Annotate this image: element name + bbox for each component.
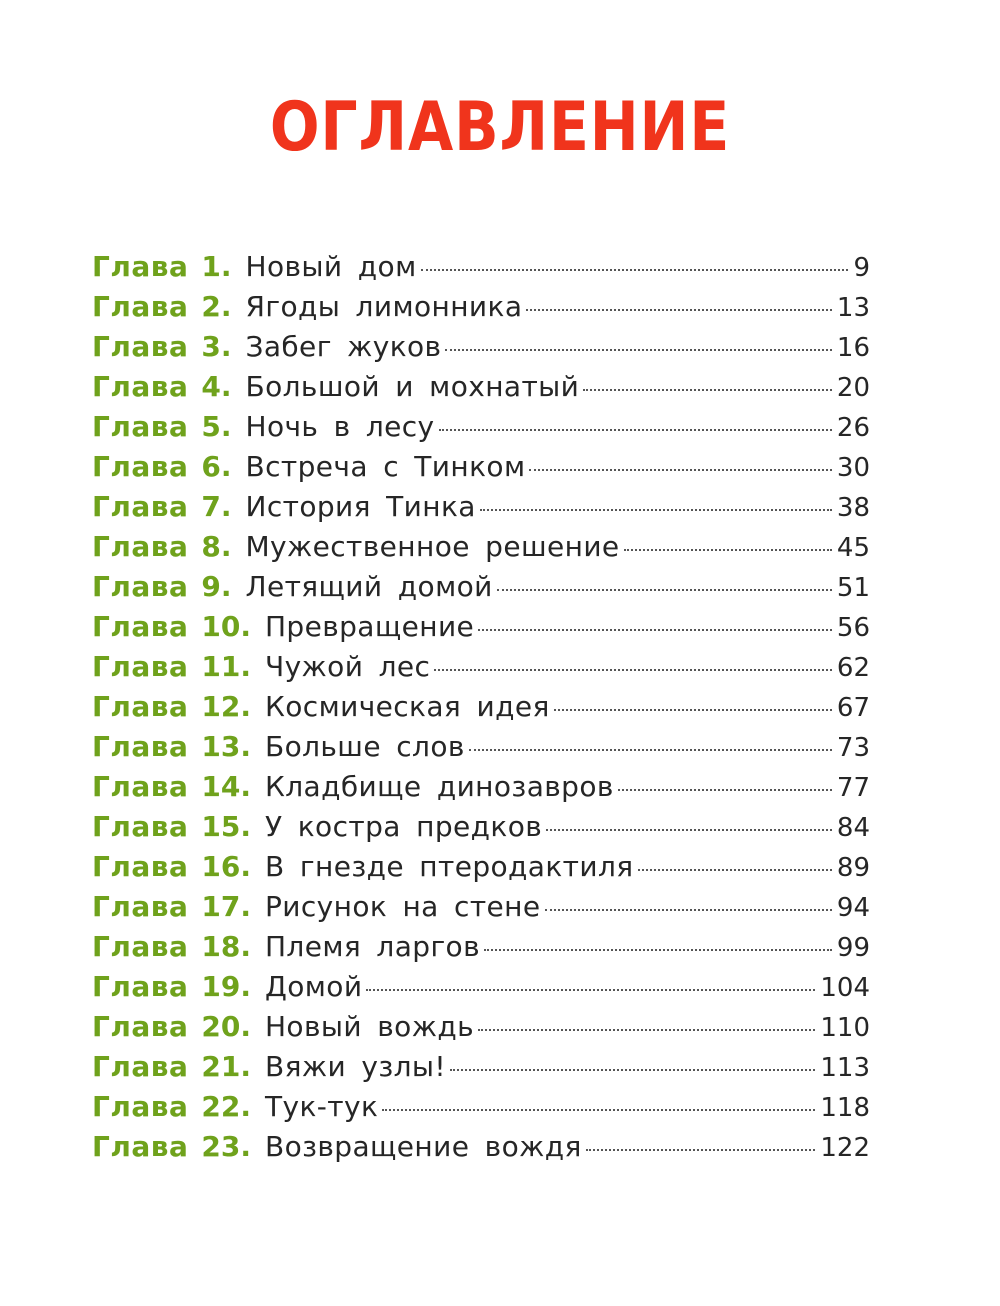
chapter-title: Рисунок на стене — [264, 890, 541, 923]
chapter-label — [92, 567, 231, 607]
chapter-label — [92, 487, 231, 527]
chapter-label — [92, 967, 251, 1007]
toc-row[interactable] — [92, 407, 870, 447]
page-number: 45 — [836, 533, 870, 563]
toc-row[interactable] — [92, 647, 870, 687]
toc-row[interactable] — [92, 1007, 870, 1047]
dot-leader — [469, 749, 832, 751]
chapter-word: Глава — [92, 370, 189, 403]
page-number: 113 — [820, 1053, 870, 1083]
toc-row[interactable] — [92, 1087, 870, 1127]
chapter-word: Глава — [92, 530, 189, 563]
toc-row[interactable] — [92, 1127, 870, 1167]
chapter-title: В гнезде птеродактиля — [264, 850, 634, 883]
toc-row[interactable] — [92, 607, 870, 647]
chapter-number: 9. — [201, 570, 232, 603]
chapter-number: 16. — [201, 850, 251, 883]
page-number: 110 — [820, 1013, 870, 1043]
toc-row[interactable] — [92, 727, 870, 767]
chapter-word: Глава — [92, 250, 189, 283]
dot-leader — [439, 429, 832, 431]
chapter-title: У костра предков — [264, 810, 543, 843]
toc-row[interactable] — [92, 527, 870, 567]
dot-leader — [366, 989, 815, 991]
toc-row[interactable] — [92, 1047, 870, 1087]
chapter-title: История Тинка — [245, 490, 476, 523]
dot-leader — [484, 949, 832, 951]
chapter-word: Глава — [92, 930, 189, 963]
chapter-word: Глава — [92, 410, 189, 443]
chapter-label — [92, 847, 251, 887]
chapter-title: Космическая идея — [264, 690, 550, 723]
chapter-title: Летящий домой — [245, 570, 493, 603]
dot-leader — [434, 669, 832, 671]
chapter-title: Забег жуков — [245, 330, 442, 363]
page-number: 84 — [836, 813, 870, 843]
toc-row[interactable] — [92, 327, 870, 367]
chapter-number: 20. — [201, 1010, 251, 1043]
page-number: 94 — [836, 893, 870, 923]
chapter-number: 8. — [201, 530, 232, 563]
dot-leader — [546, 829, 832, 831]
page-number: 67 — [836, 693, 870, 723]
toc-row[interactable] — [92, 567, 870, 607]
chapter-title: Чужой лес — [264, 650, 431, 683]
chapter-number: 6. — [201, 450, 232, 483]
chapter-number: 10. — [201, 610, 251, 643]
page-number: 30 — [836, 453, 870, 483]
chapter-label — [92, 607, 251, 647]
chapter-label — [92, 887, 251, 927]
chapter-number: 17. — [201, 890, 251, 923]
page-number: 122 — [820, 1133, 870, 1163]
chapter-label — [92, 1007, 251, 1047]
page-number: 13 — [836, 293, 870, 323]
page-number: 118 — [820, 1093, 870, 1123]
chapter-number: 11. — [201, 650, 251, 683]
toc-row[interactable] — [92, 807, 870, 847]
chapter-label — [92, 447, 231, 487]
page-number: 9 — [853, 253, 870, 283]
dot-leader — [618, 789, 832, 791]
page-number: 99 — [836, 933, 870, 963]
chapter-word: Глава — [92, 810, 189, 843]
toc-row[interactable] — [92, 447, 870, 487]
chapter-title: Превращение — [264, 610, 475, 643]
chapter-number: 3. — [201, 330, 232, 363]
page-title: ОГЛАВЛЕНИЕ — [269, 88, 731, 167]
dot-leader — [421, 269, 849, 271]
chapter-number: 5. — [201, 410, 232, 443]
page-number: 26 — [836, 413, 870, 443]
dot-leader — [480, 509, 832, 511]
chapter-word: Глава — [92, 650, 189, 683]
chapter-word: Глава — [92, 490, 189, 523]
chapter-label — [92, 1127, 251, 1167]
dot-leader — [545, 909, 832, 911]
chapter-label — [92, 1087, 251, 1127]
chapter-word: Глава — [92, 290, 189, 323]
chapter-word: Глава — [92, 1010, 189, 1043]
dot-leader — [478, 1029, 815, 1031]
page-number: 51 — [836, 573, 870, 603]
chapter-title: Встреча с Тинком — [245, 450, 526, 483]
chapter-number: 13. — [201, 730, 251, 763]
page-number: 20 — [836, 373, 870, 403]
dot-leader — [529, 469, 831, 471]
chapter-word: Глава — [92, 570, 189, 603]
chapter-title: Мужественное решение — [245, 530, 620, 563]
chapter-label — [92, 1047, 251, 1087]
chapter-title: Новый вождь — [264, 1010, 474, 1043]
dot-leader — [583, 389, 832, 391]
chapter-title: Домой — [264, 970, 363, 1003]
toc-row[interactable] — [92, 847, 870, 887]
chapter-label — [92, 927, 251, 967]
chapter-title: Вяжи узлы! — [264, 1050, 447, 1083]
dot-leader — [624, 549, 832, 551]
dot-leader — [478, 629, 832, 631]
chapter-label — [92, 407, 231, 447]
chapter-word: Глава — [92, 890, 189, 923]
toc-row[interactable] — [92, 927, 870, 967]
page-number: 16 — [836, 333, 870, 363]
chapter-number: 7. — [201, 490, 232, 523]
dot-leader — [638, 869, 832, 871]
chapter-title: Ночь в лесу — [245, 410, 435, 443]
dot-leader — [497, 589, 832, 591]
chapter-word: Глава — [92, 770, 189, 803]
chapter-word: Глава — [92, 730, 189, 763]
chapter-label — [92, 687, 251, 727]
dot-leader — [450, 1069, 815, 1071]
chapter-word: Глава — [92, 610, 189, 643]
page-number: 62 — [836, 653, 870, 683]
chapter-number: 21. — [201, 1050, 251, 1083]
table-of-contents — [92, 247, 870, 1167]
dot-leader — [445, 349, 831, 351]
page-number: 56 — [836, 613, 870, 643]
toc-row[interactable] — [92, 687, 870, 727]
chapter-label — [92, 287, 231, 327]
chapter-word: Глава — [92, 1130, 189, 1163]
chapter-title: Тук-тук — [264, 1090, 379, 1123]
page-number: 89 — [836, 853, 870, 883]
page-number: 73 — [836, 733, 870, 763]
chapter-title: Возвращение вождя — [264, 1130, 582, 1163]
chapter-label — [92, 767, 251, 807]
chapter-word: Глава — [92, 1050, 189, 1083]
chapter-word: Глава — [92, 450, 189, 483]
chapter-title: Кладбище динозавров — [264, 770, 614, 803]
chapter-title: Большой и мохнатый — [245, 370, 580, 403]
chapter-label — [92, 727, 251, 767]
chapter-number: 22. — [201, 1090, 251, 1123]
chapter-label — [92, 527, 231, 567]
page-number: 104 — [820, 973, 870, 1003]
dot-leader — [586, 1149, 816, 1151]
toc-row[interactable] — [92, 247, 870, 287]
chapter-number: 15. — [201, 810, 251, 843]
chapter-number: 14. — [201, 770, 251, 803]
chapter-number: 19. — [201, 970, 251, 1003]
page-number: 38 — [836, 493, 870, 523]
chapter-title: Ягоды лимонника — [245, 290, 523, 323]
dot-leader — [382, 1109, 815, 1111]
dot-leader — [526, 309, 832, 311]
chapter-title: Больше слов — [264, 730, 465, 763]
toc-row[interactable] — [92, 287, 870, 327]
chapter-label — [92, 647, 251, 687]
chapter-label — [92, 327, 231, 367]
toc-row[interactable] — [92, 967, 870, 1007]
chapter-title: Племя ларгов — [264, 930, 480, 963]
chapter-number: 4. — [201, 370, 232, 403]
dot-leader — [554, 709, 832, 711]
toc-row[interactable] — [92, 487, 870, 527]
chapter-number: 23. — [201, 1130, 251, 1163]
chapter-word: Глава — [92, 970, 189, 1003]
chapter-label — [92, 807, 251, 847]
chapter-word: Глава — [92, 850, 189, 883]
toc-row[interactable] — [92, 887, 870, 927]
chapter-number: 2. — [201, 290, 232, 323]
chapter-number: 1. — [201, 250, 232, 283]
chapter-word: Глава — [92, 690, 189, 723]
chapter-label — [92, 247, 231, 287]
page-number: 77 — [836, 773, 870, 803]
chapter-title: Новый дом — [245, 250, 417, 283]
chapter-number: 12. — [201, 690, 251, 723]
chapter-label — [92, 367, 231, 407]
toc-row[interactable] — [92, 367, 870, 407]
chapter-word: Глава — [92, 330, 189, 363]
chapter-word: Глава — [92, 1090, 189, 1123]
toc-row[interactable] — [92, 767, 870, 807]
chapter-number: 18. — [201, 930, 251, 963]
